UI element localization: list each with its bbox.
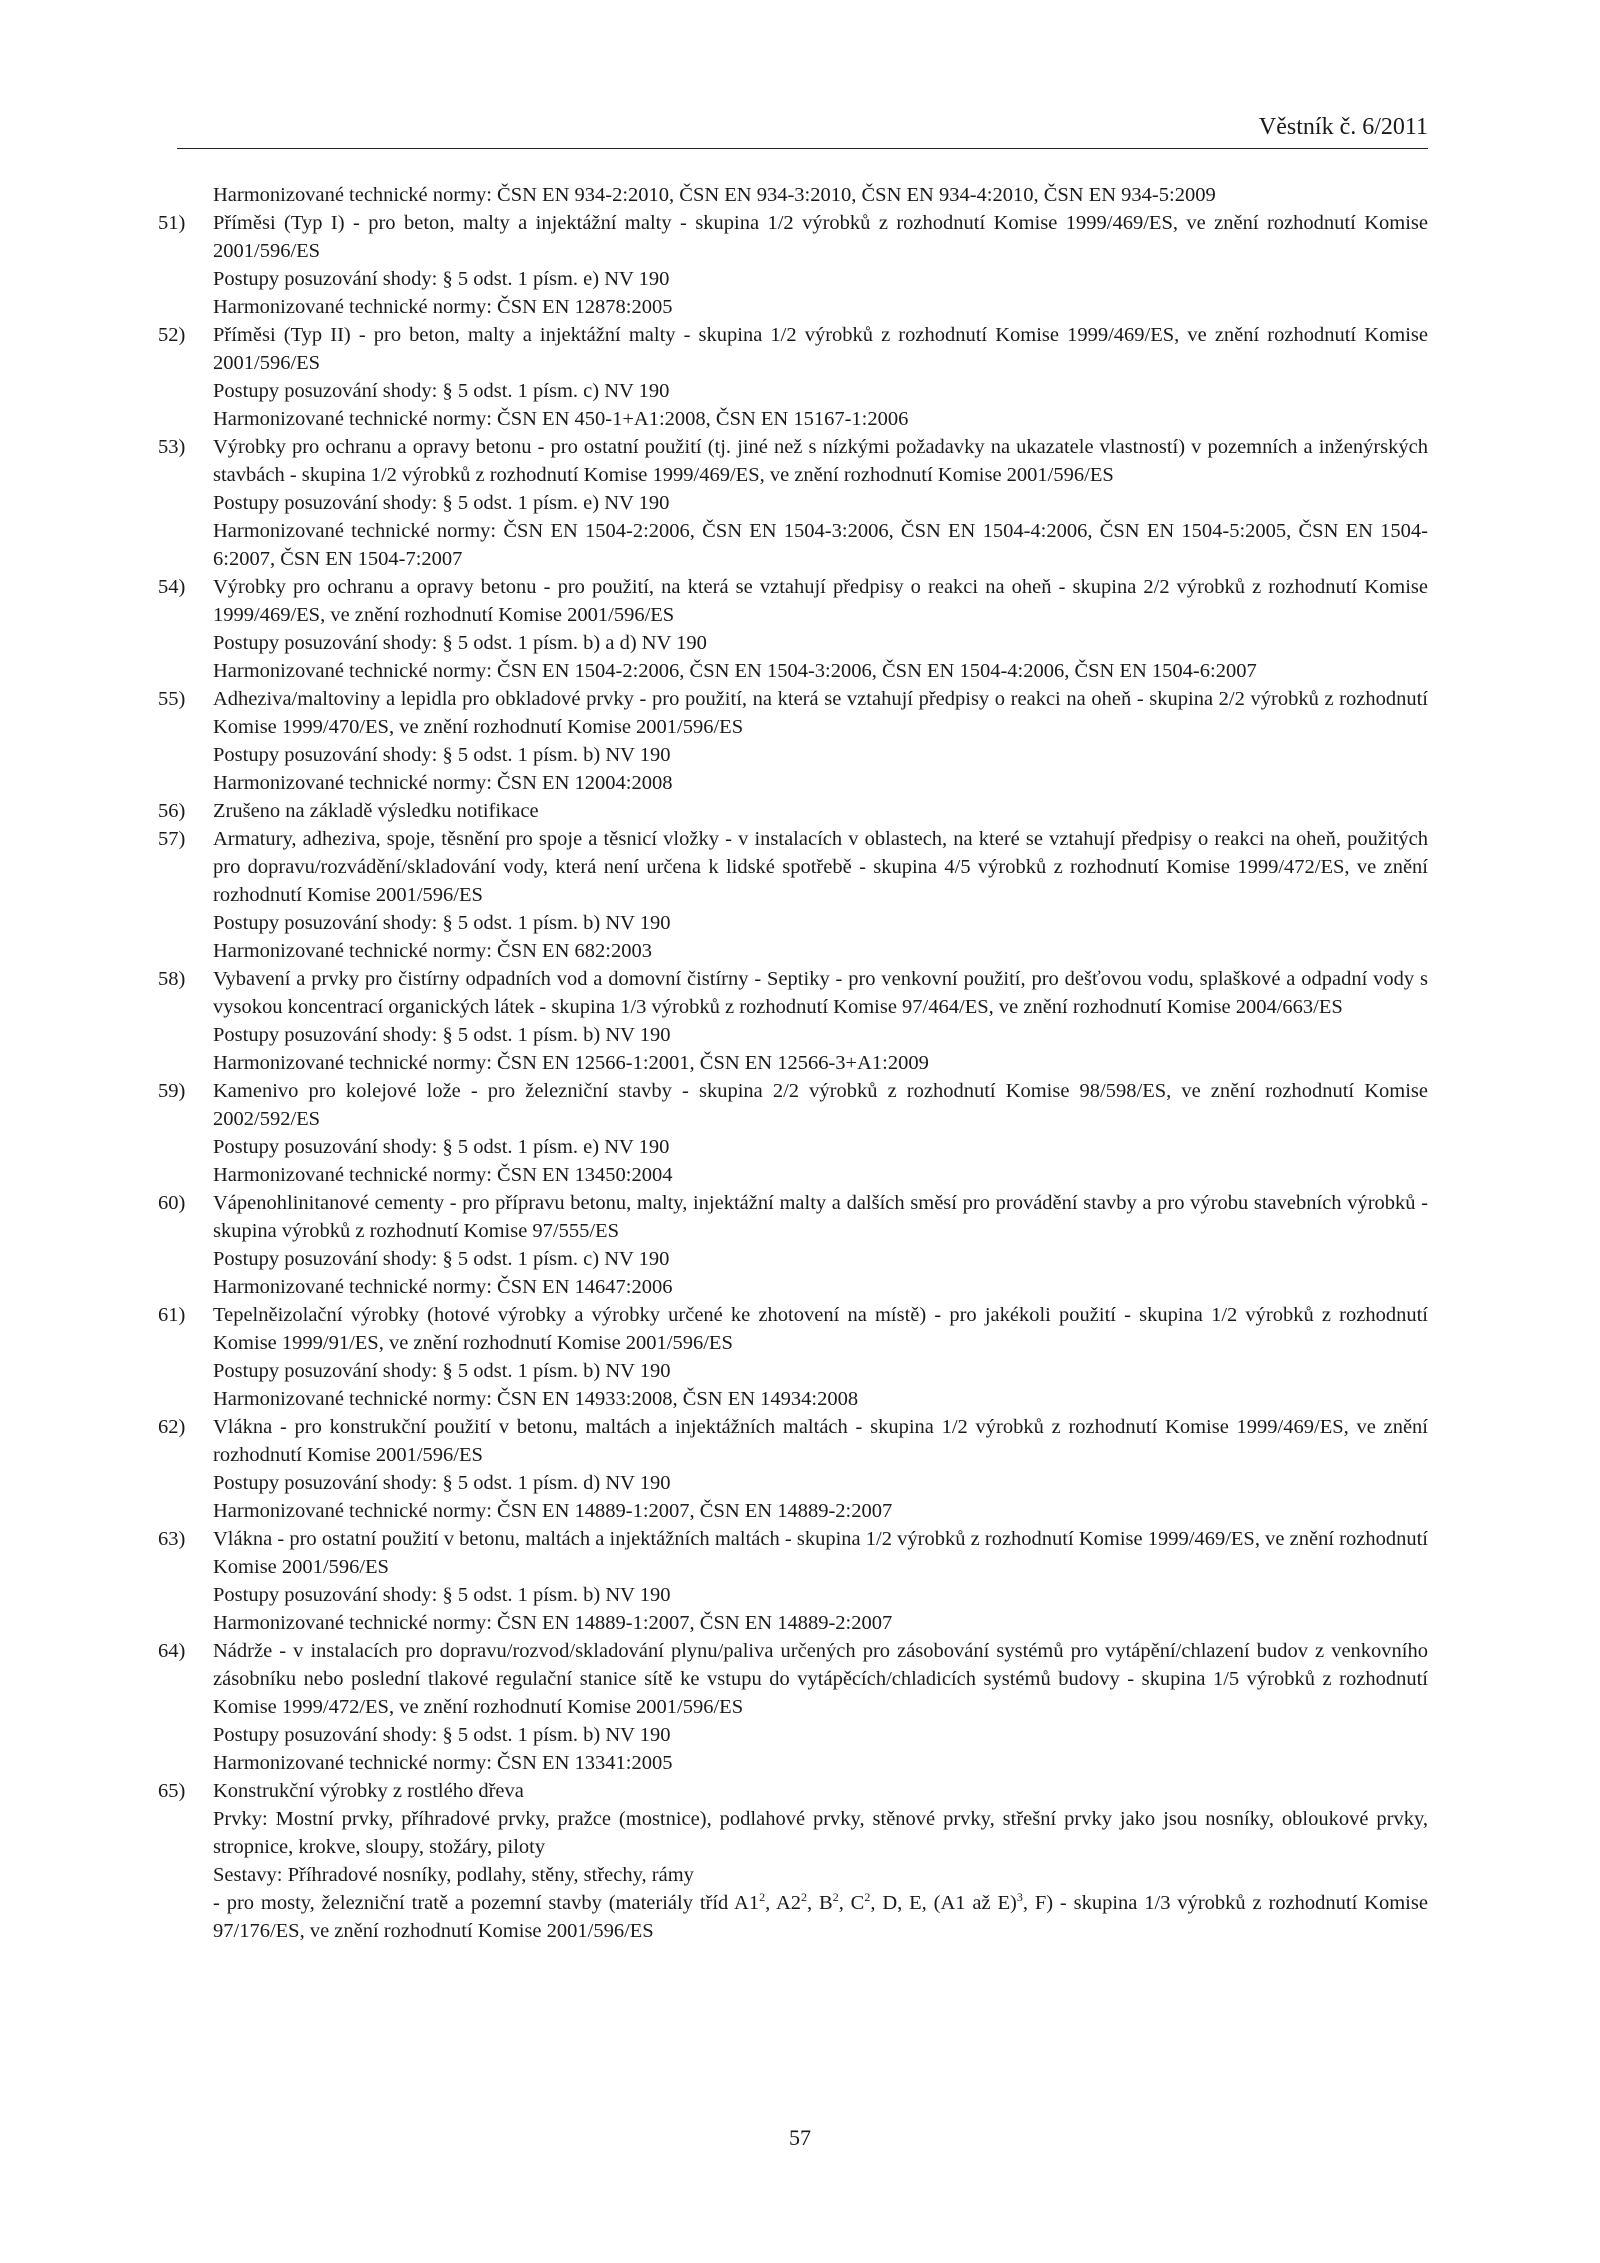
item-postupy: Postupy posuzování shody: § 5 odst. 1 písm. b) NV 190 [213,1584,671,1606]
item-number: 55) [158,688,186,710]
list-item-51 [158,209,1428,321]
page-header [177,112,1428,149]
item-text: Vlákna - pro konstrukční použití v betonu, maltách a injektážních maltách - skupina 1/2 výrobků z rozhodnutí Komise 1999/469/ES, ve znění rozhodnutí Komise 2001/596/ES [213,1416,1428,1466]
item-normy: Harmonizované technické normy: ČSN EN 12566-1:2001, ČSN EN 12566-3+A1:2009 [213,1052,929,1074]
item-postupy: Postupy posuzování shody: § 5 odst. 1 písm. c) NV 190 [213,1248,670,1270]
item-normy: Harmonizované technické normy: ČSN EN 14933:2008, ČSN EN 14934:2008 [213,1388,859,1410]
item-postupy: Postupy posuzování shody: § 5 odst. 1 písm. b) a d) NV 190 [213,632,707,654]
item-text: Zrušeno na základě výsledku notifikace [213,800,539,822]
item-postupy: Postupy posuzování shody: § 5 odst. 1 písm. d) NV 190 [213,1472,671,1494]
list-item-54 [158,573,1428,685]
item-text: Adheziva/maltoviny a lepidla pro obkladové prvky - pro použití, na která se vztahují předpisy o reakci na oheň - skupina 2/2 výrobků z rozhodnutí Komise 1999/470/ES, ve znění rozhodnutí Komise 2001/596/ES [213,688,1428,738]
item-text: Vápenohlinitanové cementy - pro přípravu betonu, malty, injektážní malty a dalších směsí pro provádění stavby a pro výrobu stavebních výrobků - skupina výrobků z rozhodnutí Komise 97/555/ES [213,1192,1428,1242]
list-item-61 [158,1301,1428,1413]
item-text: Vlákna - pro ostatní použití v betonu, maltách a injektážních maltách - skupina 1/2 výrobků z rozhodnutí Komise 1999/469/ES, ve znění rozhodnutí Komise 2001/596/ES [213,1528,1428,1578]
item-text: Tepelněizolační výrobky (hotové výrobky a výrobky určené ke zhotovení na místě) - pro jakékoli použití - skupina 1/2 výrobků z rozhodnutí Komise 1999/91/ES, ve znění rozhodnutí Komise 2001/596/ES [213,1304,1428,1354]
item-text: Kamenivo pro kolejové lože - pro železniční stavby - skupina 2/2 výrobků z rozhodnutí Komise 98/598/ES, ve znění rozhodnutí Komise 2002/592/ES [213,1080,1428,1130]
list-item-60 [158,1189,1428,1301]
item-normy: Harmonizované technické normy: ČSN EN 14647:2006 [213,1276,673,1298]
item-text: Konstrukční výrobky z rostlého dřeva [213,1780,524,1802]
item-number: 65) [158,1780,186,1802]
item-number: 64) [158,1640,186,1662]
item-postupy: Postupy posuzování shody: § 5 odst. 1 písm. b) NV 190 [213,1724,671,1746]
mosty-text-b: , A2 [765,1892,802,1914]
item-postupy: Postupy posuzování shody: § 5 odst. 1 písm. e) NV 190 [213,268,670,290]
list-item-55 [158,685,1428,797]
item-normy: Harmonizované technické normy: ČSN EN 12004:2008 [213,772,673,794]
footnote-ref: 2 [864,1890,871,1905]
item-number: 51) [158,212,186,234]
page-number: 57 [789,2125,811,2150]
item-number: 52) [158,324,186,346]
footnote-ref: 2 [759,1890,766,1905]
item-text: Příměsi (Typ II) - pro beton, malty a injektážní malty - skupina 1/2 výrobků z rozhodnutí Komise 1999/469/ES, ve znění rozhodnutí Komise 2001/596/ES [213,324,1428,374]
item-number: 57) [158,828,186,850]
item-normy: Harmonizované technické normy: ČSN EN 13450:2004 [213,1164,673,1186]
footnote-ref: 3 [1016,1890,1023,1905]
list-item-56 [158,797,1428,825]
item-mosty [213,1889,1428,1945]
item-number: 62) [158,1416,186,1438]
page-content [158,181,1428,1945]
item-text: Vybavení a prvky pro čistírny odpadních vod a domovní čistírny - Septiky - pro venkovní použití, pro dešťovou vodu, splaškové a odpadní vody s vysokou koncentrací organických látek - skupina 1/3 výrobků z rozhodnutí Komise 97/464/ES, ve znění rozhodnutí Komise 2004/663/ES [213,968,1428,1018]
list-item-52 [158,321,1428,433]
item-postupy: Postupy posuzování shody: § 5 odst. 1 písm. e) NV 190 [213,492,670,514]
list-item-62 [158,1413,1428,1525]
item-normy: Harmonizované technické normy: ČSN EN 1504-2:2006, ČSN EN 1504-3:2006, ČSN EN 1504-4:2006, ČSN EN 1504-5:2005, ČSN EN 1504-6:2007, ČSN EN 1504-7:2007 [213,520,1428,570]
list-item-53 [158,433,1428,573]
list-item-57 [158,825,1428,965]
item-postupy: Postupy posuzování shody: § 5 odst. 1 písm. b) NV 190 [213,1024,671,1046]
list-item-64 [158,1637,1428,1777]
item-text: Výrobky pro ochranu a opravy betonu - pro ostatní použití (tj. jiné než s nízkými požadavky na ukazatele vlastností) v pozemních a inženýrských stavbách - skupina 1/2 výrobků z rozhodnutí Komise 1999/469/ES, ve znění rozhodnutí Komise 2001/596/ES [213,436,1428,486]
footnote-ref: 2 [832,1890,839,1905]
item-text: Výrobky pro ochranu a opravy betonu - pro použití, na která se vztahují předpisy o reakci na oheň - skupina 2/2 výrobků z rozhodnutí Komise 1999/469/ES, ve znění rozhodnutí Komise 2001/596/ES [213,576,1428,626]
item-text: Nádrže - v instalacích pro dopravu/rozvod/skladování plynu/paliva určených pro zásobování systémů pro vytápění/chlazení budov z venkovního zásobníku nebo poslední tlakové regulační stanice sítě ke vstupu do vytápěcích/chladicích systémů budovy - skupina 1/5 výrobků z rozhodnutí Komise 1999/472/ES, ve znění rozhodnutí Komise 2001/596/ES [213,1640,1428,1718]
item-number: 54) [158,576,186,598]
item-postupy: Postupy posuzování shody: § 5 odst. 1 písm. c) NV 190 [213,380,670,402]
item-normy: Harmonizované technické normy: ČSN EN 682:2003 [213,940,652,962]
item-number: 58) [158,968,186,990]
list-item-58 [158,965,1428,1077]
mosty-text-a: - pro mosty, železniční tratě a pozemní stavby (materiály tříd A1 [213,1892,760,1914]
item-prvky: Prvky: Mostní prvky, příhradové prvky, pražce (mostnice), podlahové prvky, stěnové prvky, střešní prvky jako jsou nosníky, obloukové prvky, stropnice, krokve, sloupy, stožáry, piloty [213,1808,1428,1858]
footnote-ref: 2 [801,1890,808,1905]
page-footer [0,2125,1600,2151]
list-item-59 [158,1077,1428,1189]
item-normy: Harmonizované technické normy: ČSN EN 13341:2005 [213,1752,673,1774]
item-number: 60) [158,1192,186,1214]
item-normy: Harmonizované technické normy: ČSN EN 450-1+A1:2008, ČSN EN 15167-1:2006 [213,408,909,430]
item-normy: Harmonizované technické normy: ČSN EN 1504-2:2006, ČSN EN 1504-3:2006, ČSN EN 1504-4:2006, ČSN EN 1504-6:2007 [213,660,1257,682]
item-normy: Harmonizované technické normy: ČSN EN 14889-1:2007, ČSN EN 14889-2:2007 [213,1500,893,1522]
mosty-text-f: , F) - skupina 1/3 výrobků z rozhodnutí Komise 97/176/ES, ve znění rozhodnutí Komise 2001/596/ES [213,1892,1428,1942]
item-postupy: Postupy posuzování shody: § 5 odst. 1 písm. b) NV 190 [213,912,671,934]
item-number: 53) [158,436,186,458]
item-number: 59) [158,1080,186,1102]
intro-norms: Harmonizované technické normy: ČSN EN 934-2:2010, ČSN EN 934-3:2010, ČSN EN 934-4:2010, ČSN EN 934-5:2009 [213,184,1216,206]
item-number: 61) [158,1304,186,1326]
item-text: Armatury, adheziva, spoje, těsnění pro spoje a těsnicí vložky - v instalacích v oblastech, na které se vztahují předpisy o reakci na oheň, použitých pro dopravu/rozvádění/skladování vody, která není určena k lidské spotřebě - skupina 4/5 výrobků z rozhodnutí Komise 1999/472/ES, ve znění rozhodnutí Komise 2001/596/ES [213,828,1428,906]
item-sestavy: Sestavy: Příhradové nosníky, podlahy, stěny, střechy, rámy [213,1864,694,1886]
list-item-63 [158,1525,1428,1637]
item-postupy: Postupy posuzování shody: § 5 odst. 1 písm. b) NV 190 [213,744,671,766]
item-text: Příměsi (Typ I) - pro beton, malty a injektážní malty - skupina 1/2 výrobků z rozhodnutí Komise 1999/469/ES, ve znění rozhodnutí Komise 2001/596/ES [213,212,1428,262]
list-item-65 [158,1777,1428,1945]
mosty-text-c: , B [807,1892,833,1914]
mosty-text-e: , D, E, (A1 až E) [870,1892,1017,1914]
item-postupy: Postupy posuzování shody: § 5 odst. 1 písm. b) NV 190 [213,1360,671,1382]
item-number: 63) [158,1528,186,1550]
item-number: 56) [158,800,186,822]
item-normy: Harmonizované technické normy: ČSN EN 14889-1:2007, ČSN EN 14889-2:2007 [213,1612,893,1634]
mosty-text-d: , C [838,1892,865,1914]
journal-title: Věstník č. 6/2011 [1258,114,1428,140]
item-normy: Harmonizované technické normy: ČSN EN 12878:2005 [213,296,673,318]
item-postupy: Postupy posuzování shody: § 5 odst. 1 písm. e) NV 190 [213,1136,670,1158]
